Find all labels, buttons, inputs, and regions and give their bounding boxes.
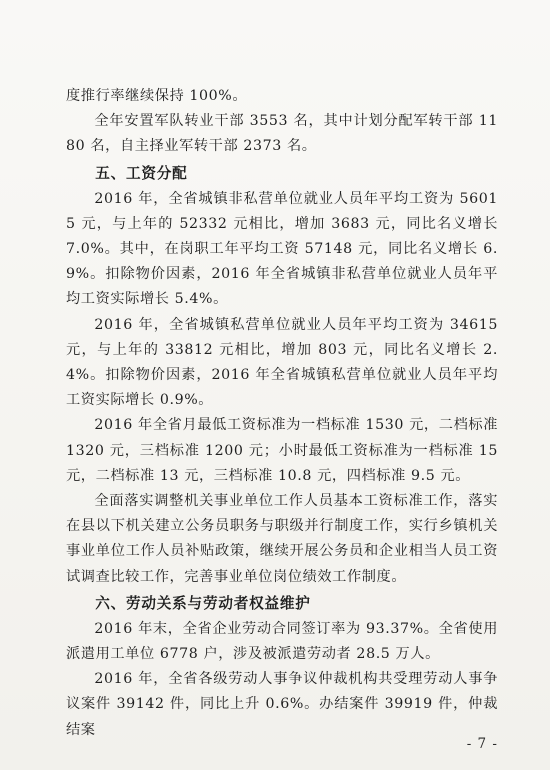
paragraph-6: 全面落实调整机关事业单位工作人员基本工资标准工作，落实在县以下机关建立公务员职务与职级并行制度工作，实行乡镇机关事业单位工作人员补贴政策，继续开展公务员和企业相当人员工资试调查比较工作，完善事业单位岗位绩效工作制度。: [66, 493, 498, 585]
paragraph-2: 全年安置军队转业干部 3553 名，其中计划分配军转干部 1180 名，自主择业军转干部 2373 名。: [66, 113, 498, 155]
paragraph-7: 2016 年末，全省企业劳动合同签订率为 93.37%。全省使用派遣用工单位 6778 户，涉及被派遣劳动者 28.5 万人。: [66, 620, 498, 663]
paragraph-3: 2016 年，全省城镇非私营单位就业人员年平均工资为 56015 元，与上年的 52332 元相比，增加 3683 元，同比名义增长 7.0%。其中，在岗职工年平均工资 57148 元，同比名义增长 6.9%。扣除物价因素，2016 年全省城镇非私营单位就业人员年平均工资实际增长 5.4%。: [66, 190, 498, 308]
section-heading-wages: 五、工资分配: [95, 164, 188, 182]
paragraph-8: 2016 年，全省各级劳动人事争议仲裁机构共受理劳动人事争议案件 39142 件，同比上升 0.6%。办结案件 39919 件，仲裁结案: [66, 671, 498, 738]
document-body: [66, 84, 498, 743]
page-number: - 7 -: [466, 736, 498, 752]
paragraph-1: 度推行率继续保持 100%。: [66, 88, 248, 104]
paragraph-4: 2016 年，全省城镇私营单位就业人员年平均工资为 34615 元，与上年的 33812 元相比，增加 803 元，同比名义增长 2.4%。扣除物价因素，2016 年全省城镇私营单位就业人员年平均工资实际增长 0.9%。: [66, 316, 498, 409]
section-heading-labor-relations: 六、劳动关系与劳动者权益维护: [95, 594, 311, 612]
paragraph-5: 2016 年全省月最低工资标准为一档标准 1530 元，二档标准 1320 元，三档标准 1200 元；小时最低工资标准为一档标准 15 元，二档标准 13 元，三档标准 10.8 元，四档标准 9.5 元。: [66, 417, 498, 484]
